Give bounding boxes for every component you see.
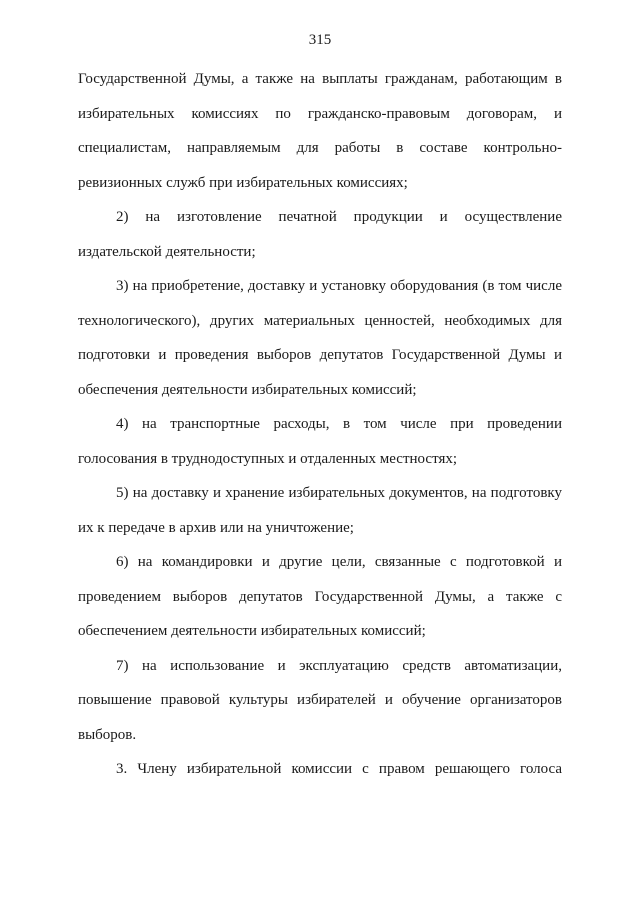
paragraph-item-4: 4) на транспортные расходы, в том числе при проведении голосования в труднодоступных и отдаленных местностях;	[78, 416, 562, 467]
page-number: 315	[308, 32, 332, 48]
paragraph-item-2: 2) на изготовление печатной продукции и осуществление издательской деятельности;	[78, 209, 562, 260]
paragraph-item-5: 5) на доставку и хранение избирательных документов, на подготовку их к передаче в архив или на уничтожение;	[78, 485, 562, 536]
paragraph-section-3: 3. Члену избирательной комиссии с правом решающего голоса	[116, 761, 562, 777]
paragraph-item-3: 3) на приобретение, доставку и установку оборудования (в том числе технологического), других материальных ценностей, необходимых для подготовки и проведения выборов депутатов Государственной Думы и обеспечения деятельности избирательных комиссий;	[78, 278, 562, 398]
paragraph-continuation: Государственной Думы, а также на выплаты гражданам, работающим в избирательных комиссиях по гражданско-правовым договорам, и специалистам, направляемым для работы в составе контрольно-ревизионных служб при избирательных комиссиях;	[78, 71, 562, 191]
paragraph-item-7: 7) на использование и эксплуатацию средств автоматизации, повышение правовой культуры избирателей и обучение организаторов выборов.	[78, 657, 562, 743]
paragraph-item-6: 6) на командировки и другие цели, связанные с подготовкой и проведением выборов депутатов Государственной Думы, а также с обеспечением деятельности избирательных комиссий;	[78, 554, 562, 639]
document-body	[78, 62, 562, 787]
